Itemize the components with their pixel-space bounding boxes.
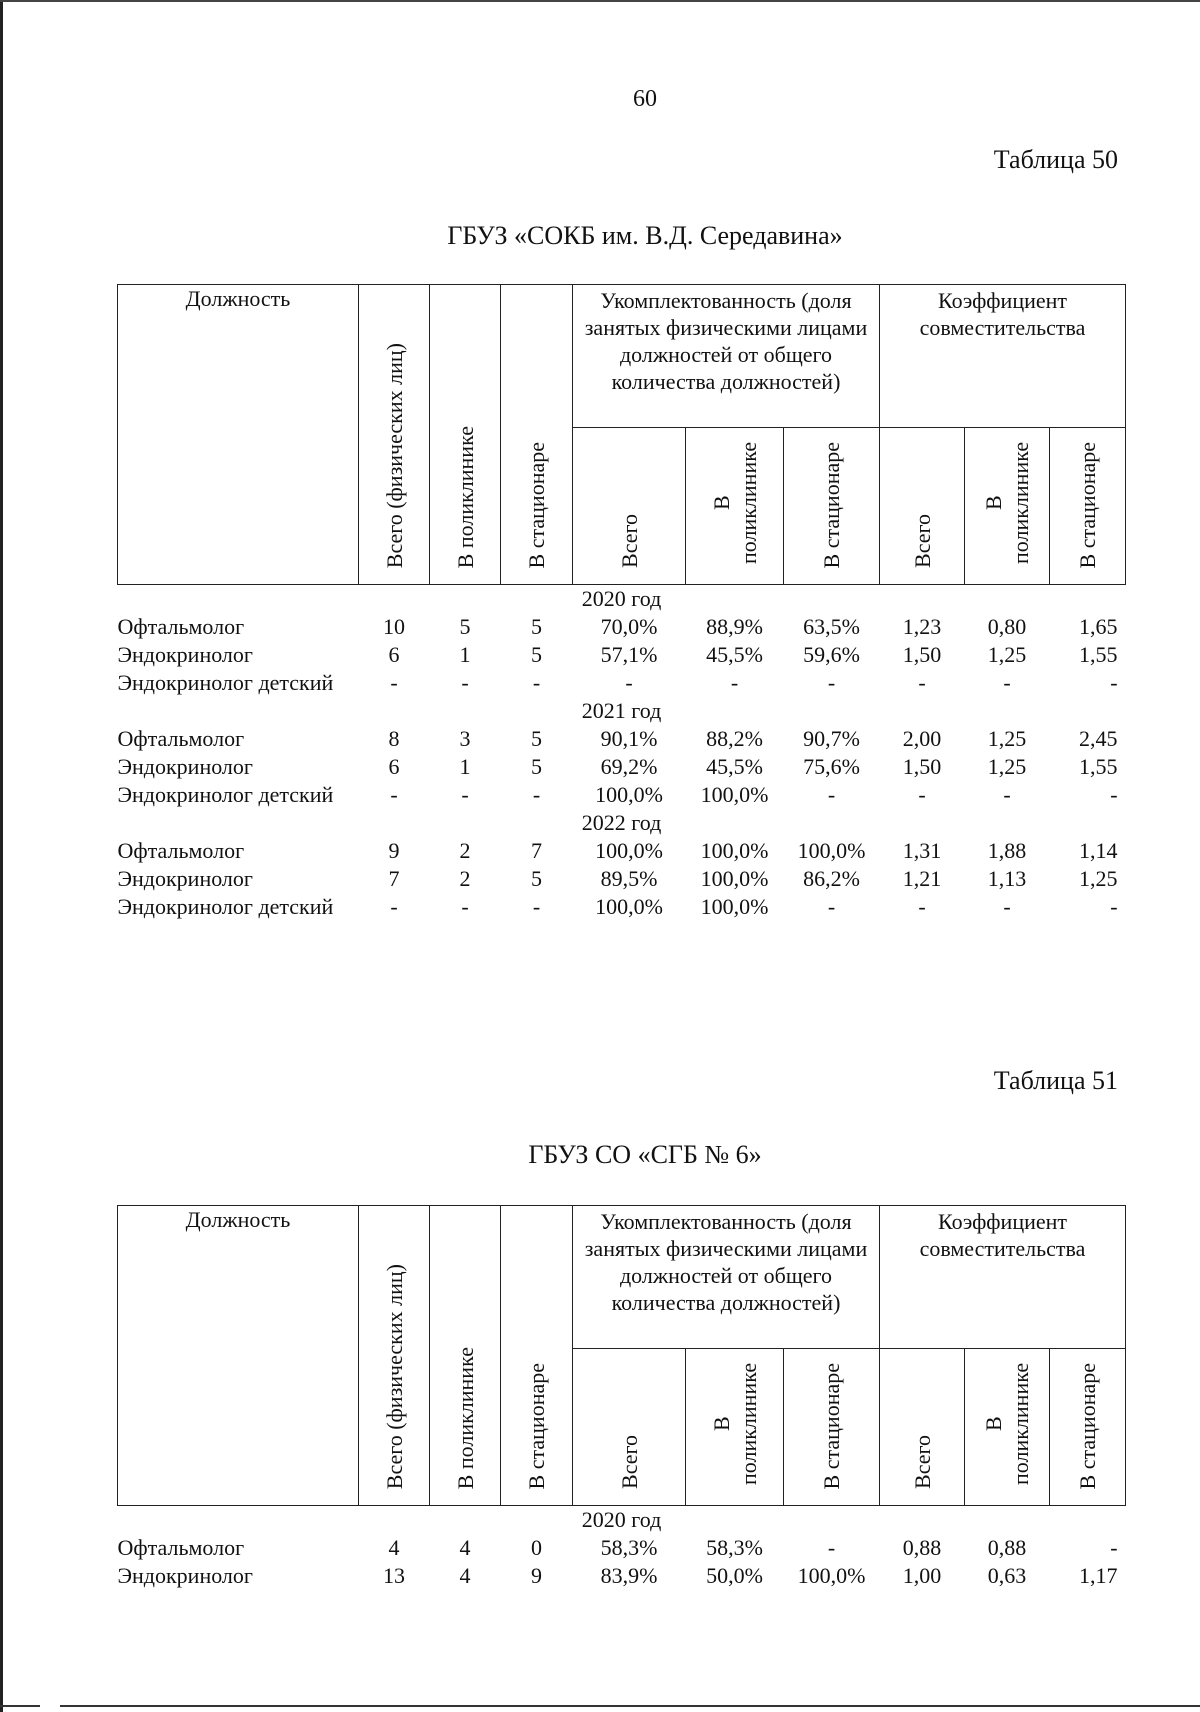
table-row — [118, 725, 1126, 753]
value-cell: 100,0% — [595, 782, 663, 807]
table-row — [118, 641, 1126, 669]
value-cell: - — [827, 894, 836, 919]
table-row — [118, 1534, 1126, 1562]
value-cell: 1,00 — [902, 1563, 942, 1588]
value-cell: - — [827, 782, 836, 807]
value-cell: 2 — [459, 838, 471, 863]
value-cell: 0,88 — [902, 1535, 942, 1560]
value-cell: 1,65 — [1079, 614, 1118, 639]
value-cell: 1,50 — [902, 642, 942, 667]
position-cell: Эндокринолог детский — [117, 782, 334, 807]
value-cell: 6 — [388, 642, 400, 667]
position-cell: Эндокринолог — [117, 754, 253, 779]
value-cell: 1,13 — [987, 866, 1027, 891]
header-coef-total: Всего — [880, 428, 965, 585]
value-cell: 9 — [388, 838, 400, 863]
table-51-label: Таблица 51 — [993, 1066, 1118, 1095]
header-staffing-total: Всего — [573, 428, 686, 585]
value-cell: 5 — [531, 866, 542, 891]
value-cell: 4 — [388, 1535, 400, 1560]
value-cell: 5 — [531, 614, 542, 639]
year-label: 2020 год — [581, 1507, 662, 1532]
value-cell: - — [532, 782, 541, 807]
table-50-label: Таблица 50 — [993, 145, 1118, 174]
value-cell: - — [461, 670, 469, 695]
table-row — [118, 753, 1126, 781]
header-coefficient: Коэффициент совместительства — [880, 1206, 1126, 1349]
position-cell: Эндокринолог детский — [117, 894, 334, 919]
value-cell: 89,5% — [600, 866, 658, 891]
position-cell: Офтальмолог — [117, 614, 245, 639]
table-51 — [117, 1205, 1126, 1590]
page-number: 60 — [633, 86, 657, 112]
value-cell: 59,6% — [803, 642, 860, 667]
value-cell: 1,55 — [1079, 754, 1118, 779]
value-cell: 1,25 — [987, 754, 1027, 779]
header-coef-hospital: В стационаре — [1050, 428, 1126, 585]
value-cell: 1,14 — [1079, 838, 1118, 863]
year-label: 2021 год — [581, 698, 662, 723]
value-cell: - — [730, 670, 739, 695]
value-cell: 6 — [388, 754, 400, 779]
value-cell: 0,88 — [987, 1535, 1027, 1560]
table-50-title: ГБУЗ «СОКБ им. В.Д. Середавина» — [447, 221, 843, 250]
value-cell: 9 — [531, 1563, 542, 1588]
value-cell: - — [1003, 670, 1011, 695]
position-cell: Эндокринолог — [117, 1563, 253, 1588]
table-row — [118, 1562, 1126, 1590]
value-cell: 90,7% — [803, 726, 860, 751]
header-staffing: Укомплектованность (доля занятых физическими лицами должностей от общего количества должностей) — [573, 285, 880, 428]
value-cell: 45,5% — [706, 754, 763, 779]
value-cell: - — [1110, 670, 1118, 695]
value-cell: 100,0% — [595, 894, 663, 919]
header-coef-polyclinic: В поликлинике — [965, 428, 1050, 585]
value-cell: 5 — [531, 754, 542, 779]
value-cell: 2,00 — [902, 726, 942, 751]
value-cell: - — [390, 782, 398, 807]
value-cell: - — [461, 782, 469, 807]
header-staffing-hospital: В стационаре — [784, 1349, 880, 1506]
value-cell: - — [918, 670, 926, 695]
position-cell: Эндокринолог — [117, 642, 253, 667]
value-cell: 1,25 — [987, 726, 1027, 751]
value-cell: - — [918, 782, 926, 807]
value-cell: 5 — [531, 642, 542, 667]
position-cell: Офтальмолог — [117, 838, 245, 863]
table-row — [118, 893, 1126, 921]
year-label: 2020 год — [581, 586, 662, 611]
value-cell: - — [390, 670, 398, 695]
value-cell: 4 — [459, 1563, 471, 1588]
value-cell: - — [827, 1535, 836, 1560]
table-row — [118, 669, 1126, 697]
header-total-persons: Всего (физических лиц) — [359, 285, 430, 585]
table-row — [118, 865, 1126, 893]
header-staffing-polyclinic: В поликлинике — [686, 1349, 784, 1506]
value-cell: - — [1110, 782, 1118, 807]
header-in-polyclinic: В поликлинике — [430, 285, 501, 585]
value-cell: 2 — [459, 866, 471, 891]
value-cell: 100,0% — [595, 838, 663, 863]
value-cell: 1 — [459, 642, 471, 667]
header-coef-total: Всего — [880, 1349, 965, 1506]
value-cell: 69,2% — [600, 754, 658, 779]
year-label: 2022 год — [581, 810, 662, 835]
value-cell: 90,1% — [600, 726, 658, 751]
value-cell: 1,17 — [1079, 1563, 1118, 1588]
value-cell: 100,0% — [700, 866, 769, 891]
scan-edge-left — [0, 0, 3, 1712]
value-cell: 63,5% — [803, 614, 860, 639]
value-cell: 5 — [531, 726, 542, 751]
header-total-persons: Всего (физических лиц) — [359, 1206, 430, 1506]
value-cell: 0,63 — [987, 1563, 1027, 1588]
table-row — [118, 613, 1126, 641]
position-cell: Эндокринолог — [117, 866, 253, 891]
header-staffing-polyclinic: В поликлинике — [686, 428, 784, 585]
value-cell: 1,25 — [1079, 866, 1118, 891]
value-cell: - — [1003, 782, 1011, 807]
value-cell: 58,3% — [706, 1535, 763, 1560]
value-cell: 0 — [531, 1535, 542, 1560]
value-cell: 88,9% — [706, 614, 763, 639]
header-staffing: Укомплектованность (доля занятых физическими лицами должностей от общего количества должностей) — [573, 1206, 880, 1349]
value-cell: - — [1003, 894, 1011, 919]
value-cell: 75,6% — [803, 754, 860, 779]
value-cell: 1,55 — [1079, 642, 1118, 667]
header-coefficient: Коэффициент совместительства — [880, 285, 1126, 428]
header-coef-hospital: В стационаре — [1050, 1349, 1126, 1506]
value-cell: 100,0% — [700, 894, 769, 919]
value-cell: 13 — [383, 1563, 405, 1588]
scan-bottom-line — [60, 1705, 1200, 1707]
value-cell: 88,2% — [706, 726, 763, 751]
table-51-title: ГБУЗ СО «СГБ № 6» — [528, 1140, 762, 1169]
value-cell: 58,3% — [600, 1535, 658, 1560]
value-cell: 10 — [383, 614, 405, 639]
value-cell: 3 — [459, 726, 471, 751]
value-cell: 100,0% — [797, 1563, 866, 1588]
position-cell: Эндокринолог детский — [117, 670, 334, 695]
value-cell: 1,88 — [987, 838, 1027, 863]
value-cell: - — [532, 670, 541, 695]
value-cell: 0,80 — [987, 614, 1027, 639]
value-cell: 1,50 — [902, 754, 942, 779]
value-cell: 45,5% — [706, 642, 763, 667]
header-in-polyclinic: В поликлинике — [430, 1206, 501, 1506]
value-cell: 1,23 — [902, 614, 942, 639]
value-cell: 100,0% — [700, 782, 769, 807]
value-cell: 4 — [459, 1535, 471, 1560]
value-cell: 7 — [531, 838, 542, 863]
value-cell: 7 — [388, 866, 400, 891]
value-cell: - — [532, 894, 541, 919]
position-cell: Офтальмолог — [117, 1535, 245, 1560]
table-50 — [117, 284, 1126, 921]
value-cell: - — [918, 894, 926, 919]
value-cell: 70,0% — [600, 614, 658, 639]
value-cell: 100,0% — [797, 838, 866, 863]
value-cell: 5 — [459, 614, 471, 639]
value-cell: 50,0% — [706, 1563, 763, 1588]
position-cell: Офтальмолог — [117, 726, 245, 751]
header-coef-polyclinic: В поликлинике — [965, 1349, 1050, 1506]
value-cell: 1 — [459, 754, 471, 779]
value-cell: 1,31 — [902, 838, 942, 863]
value-cell: 1,21 — [902, 866, 942, 891]
header-position: Должность — [118, 285, 359, 585]
header-in-hospital: В стационаре — [501, 285, 573, 585]
value-cell: - — [1110, 894, 1118, 919]
value-cell: - — [625, 670, 633, 695]
value-cell: 57,1% — [600, 642, 658, 667]
header-position: Должность — [118, 1206, 359, 1506]
value-cell: - — [1110, 1535, 1118, 1560]
header-staffing-total: Всего — [573, 1349, 686, 1506]
header-in-hospital: В стационаре — [501, 1206, 573, 1506]
value-cell: 86,2% — [803, 866, 860, 891]
scan-edge-top — [0, 0, 1200, 2]
value-cell: - — [461, 894, 469, 919]
value-cell: 8 — [388, 726, 400, 751]
value-cell: 83,9% — [600, 1563, 658, 1588]
value-cell: 100,0% — [700, 838, 769, 863]
table-row — [118, 781, 1126, 809]
value-cell: 1,25 — [987, 642, 1027, 667]
scan-bottom-line — [0, 1705, 40, 1707]
value-cell: - — [390, 894, 398, 919]
header-staffing-hospital: В стационаре — [784, 428, 880, 585]
value-cell: - — [827, 670, 836, 695]
value-cell: 2,45 — [1079, 726, 1118, 751]
table-row — [118, 837, 1126, 865]
